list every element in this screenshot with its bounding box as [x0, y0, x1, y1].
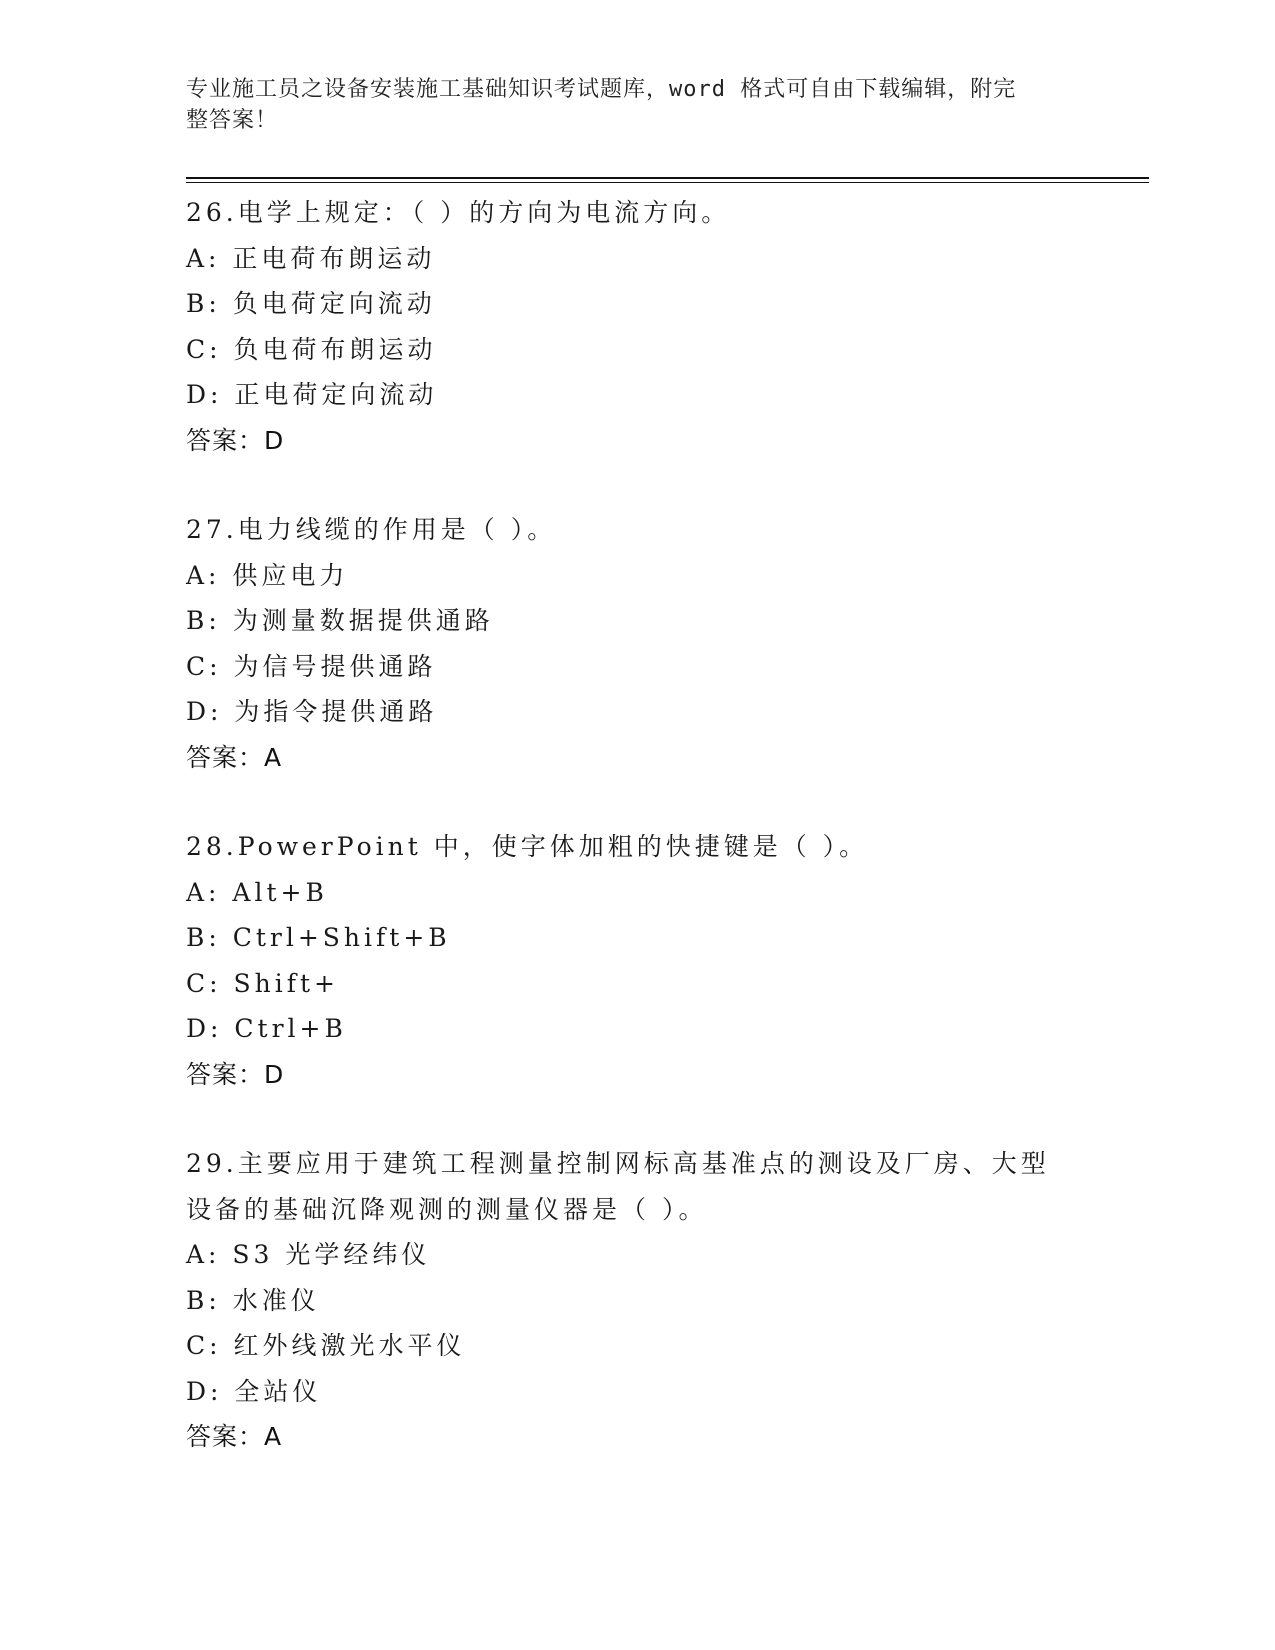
- option-c: C: 红外线激光水平仪: [186, 1331, 466, 1360]
- option-a: A: S3 光学经纬仪: [186, 1240, 431, 1269]
- option-b: B: 水准仪: [186, 1285, 320, 1315]
- question-27: [186, 507, 1086, 780]
- question-stem: 28.PowerPoint 中，使字体加粗的快捷键是（ ）。: [186, 832, 869, 861]
- option-c: C: 为信号提供通路: [186, 651, 437, 681]
- header-line-2: 整答案！: [186, 108, 279, 133]
- answer-label: 答案：D: [186, 1059, 285, 1089]
- question-29: [186, 1141, 1086, 1460]
- question-list: [186, 190, 1086, 1504]
- answer-label: 答案：A: [186, 1422, 283, 1451]
- option-b: B: 为测量数据提供通路: [186, 606, 494, 635]
- question-stem: 29.主要应用于建筑工程测量控制网标高基准点的测设及厂房、大型设备的基础沉降观测的测量仪器是（ ）。: [186, 1149, 1050, 1224]
- option-b: B: 负电荷定向流动: [186, 289, 436, 318]
- option-c: C: Shift+: [186, 968, 339, 998]
- question-28: [186, 824, 1086, 1097]
- answer-label: 答案：D: [186, 425, 285, 455]
- document-header: [186, 74, 1066, 136]
- option-a: A: Alt+B: [186, 877, 328, 907]
- option-d: D: Ctrl+B: [186, 1014, 347, 1043]
- answer-label: 答案：A: [186, 742, 283, 772]
- option-a: A: 供应电力: [186, 560, 349, 590]
- question-stem: 26.电学上规定：（ ）的方向为电流方向。: [186, 198, 731, 227]
- header-divider-thick: [186, 177, 1149, 179]
- header-line-1: 专业施工员之设备安装施工基础知识考试题库，word 格式可自由下载编辑，附完: [186, 77, 1017, 102]
- option-b: B: Ctrl+Shift+B: [186, 923, 451, 952]
- header-divider-thin: [186, 182, 1149, 183]
- option-c: C: 负电荷布朗运动: [186, 334, 437, 364]
- question-26: [186, 190, 1086, 463]
- option-a: A: 正电荷布朗运动: [186, 243, 436, 273]
- option-d: D: 正电荷定向流动: [186, 380, 438, 409]
- option-d: D: 为指令提供通路: [186, 697, 438, 726]
- option-d: D: 全站仪: [186, 1376, 322, 1406]
- question-stem: 27.电力线缆的作用是（ ）。: [186, 515, 557, 544]
